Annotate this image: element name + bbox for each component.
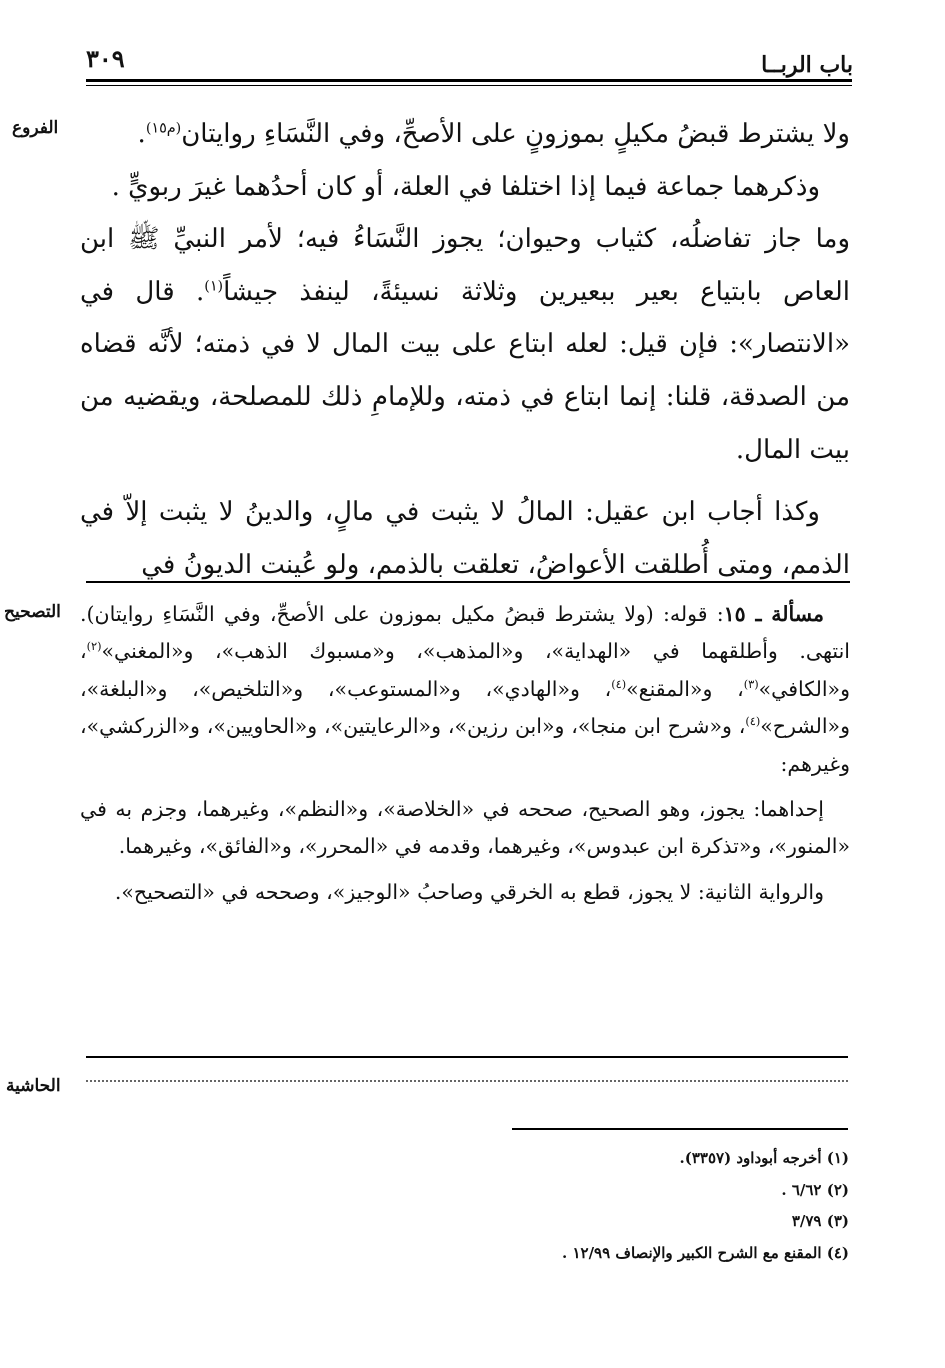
chapter-title: باب الربــا bbox=[761, 52, 853, 78]
commentary-paragraph-1: مسألة ـ ١٥: قوله: (ولا يشترط قبضُ مكيل بموزون على الأصحِّ، وفي النَّسَاءِ روايتان). انتهى. وأطلقهما في «الهداية»، و«المذهب»، و«مسبوك الذهب»، و«المغني»$^{(٢)}$، و«الكافي»$^{(٣)}$، و«المقنع»$^{(٤)}$، و«الهادي»، و«المستوعب»، و«التلخيص»، و«البلغة»، و«الشرح»$^{(٤)}$، و«شرح ابن منجا»، و«ابن رزين»، و«الرعايتين»، و«الحاويين»، و«الزركشي»، وغيرهم: bbox=[80, 602, 850, 776]
main-paragraph-4: وكذا أجاب ابن عقيل: المالُ لا يثبت في مالٍ، والدينُ لا يثبت إلاّ في الذمم، ومتى أُطلقت الأعواضُ، تعلقت بالذمم، ولو عُينت الديونُ في bbox=[80, 497, 850, 580]
commentary-paragraph-3: والرواية الثانية: لا يجوز، قطع به الخرقي وصاحبُ «الوجيز»، وصححه في «التصحيح». bbox=[114, 879, 824, 904]
footnote-4: (٤) المقنع مع الشرح الكبير والإنصاف ١٢/٩٩ . bbox=[562, 1243, 849, 1262]
commentary-separator bbox=[86, 1056, 848, 1058]
side-label-tashih: التصحيح bbox=[4, 602, 61, 622]
side-label-furu: الفروع bbox=[12, 118, 59, 138]
side-label-hashiya: الحاشية bbox=[6, 1076, 61, 1096]
header-rule-thick bbox=[86, 79, 852, 82]
main-text bbox=[80, 108, 850, 591]
main-ref-m15: (م١٥) bbox=[145, 120, 182, 137]
footnote-3: (٣) ٣/٧٩ bbox=[791, 1212, 849, 1230]
hashiya-dotted-line bbox=[86, 1080, 848, 1082]
footnote-1: (١) أخرجه أبوداود (٣٣٥٧). bbox=[679, 1149, 849, 1167]
main-paragraph-1: ولا يشترط قبضُ مكيلٍ بموزونٍ على الأصحِّ، وفي النَّسَاءِ روايتان$^{(م١٥)}$. bbox=[137, 119, 850, 149]
commentary-text bbox=[80, 596, 850, 911]
main-paragraph-2: وذكرهما جماعة فيما إذا اختلفا في العلة، أو كان أحدُهما غيرَ ربويٍّ . bbox=[111, 171, 820, 202]
main-separator bbox=[86, 581, 850, 583]
footnotes bbox=[429, 1143, 849, 1269]
header-rule-thin bbox=[86, 85, 852, 86]
commentary-paragraph-2: إحداهما: يجوز، وهو الصحيح، صححه في «الخلاصة»، و«النظم»، وغيرهما، وجزم به في «المنور»، و«تذكرة ابن عبدوس»، وغيرهما، وقدمه في «المحرر»، و«الفائق»، وغيرهما. bbox=[80, 797, 850, 859]
footnote-2: (٢) ٦/٦٢ . bbox=[781, 1180, 849, 1199]
footnote-ref-1: (١) bbox=[204, 278, 224, 295]
page-number: ٣٠٩ bbox=[86, 44, 125, 73]
question-label: مسألة ـ ١٥ bbox=[723, 602, 824, 626]
footnote-rule bbox=[512, 1128, 848, 1130]
main-paragraph-3: وما جاز تفاضلُه، كثياب وحيوان؛ يجوز النَّسَاءُ فيه؛ لأمر النبيِّ ﷺ ابن العاص بابتياع بعير ببعيرين وثلاثة نسيئةً، لينفذ جيشاً$^{(١)}$. قال في «الانتصار»: فإن قيل: لعله ابتاع على بيت المال لا في ذمته؛ لأنَّه قضاه من الصدقة، قلنا: إنما ابتاع في ذمته، وللإمامِ ذلك للمصلحة، ويقضيه من بيت المال. bbox=[80, 224, 850, 465]
